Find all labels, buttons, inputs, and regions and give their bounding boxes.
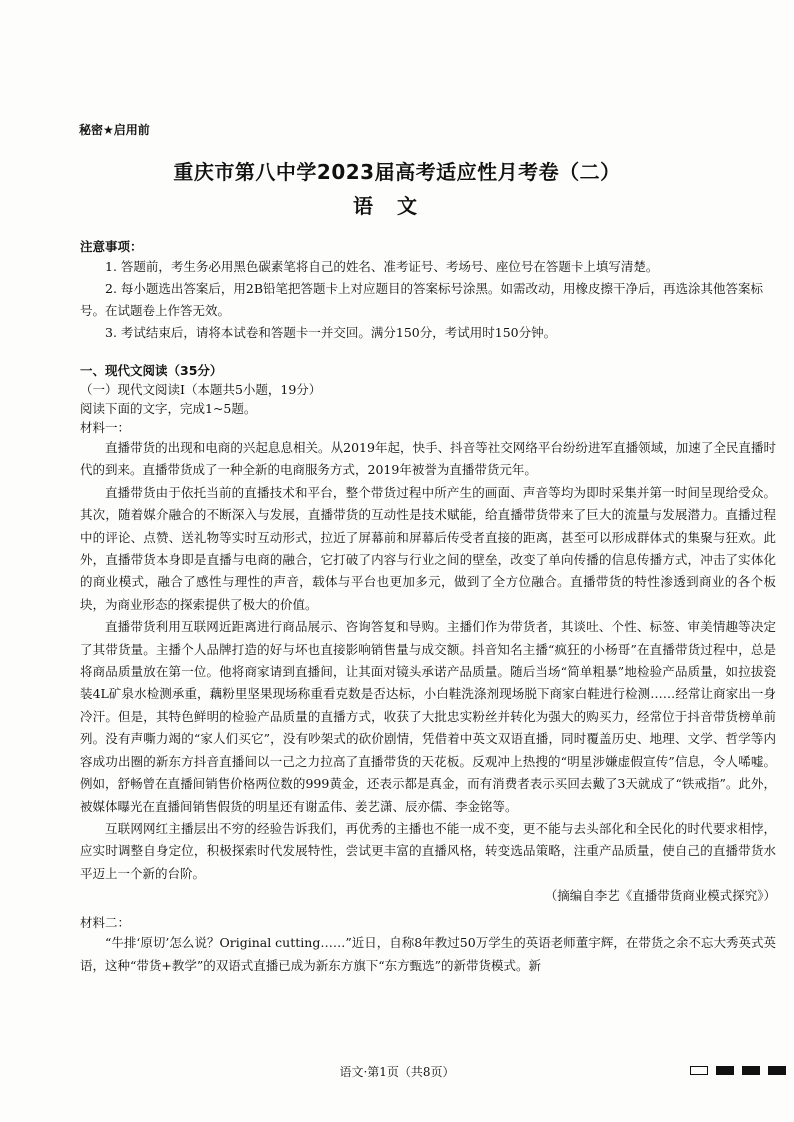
- filled-square-mark: [742, 1066, 760, 1075]
- hollow-square-mark: [690, 1066, 708, 1075]
- material-one-paragraph-1: 直播带货的出现和电商的兴起息息相关。从2019年起，快手、抖音等社交网络平台纷纷进军直播领域，加速了全民直播时代的到来。直播带货成了一种全新的电商服务方式，2019年被誉为直播带货元年。: [80, 440, 776, 478]
- material-one-label: 材料一：: [80, 420, 131, 435]
- material-one-paragraph-4: 互联网网红主播层出不穷的经验告诉我们，再优秀的主播也不能一成不变，更不能与去头部化和全民化的时代要求相悖，应实时调整自身定位，积极探索时代发展特性，尝试更丰富的直播风格，转变选品策略，注重产品质量，使自己的直播带货水平迈上一个新的台阶。: [80, 820, 776, 881]
- notice-heading: 注意事项：: [80, 239, 143, 254]
- notice-item-1: 1. 答题前，考生务必用黑色碳素笔将自己的姓名、准考证号、考场号、座位号在答题卡上填写清楚。: [105, 259, 659, 274]
- material-two-paragraph-1: “牛排‘原切’怎么说？Original cutting……”近日，自称8年教过50万学生的英语老师董宇辉，在带货之余不忘大秀英式英语，这种“带货+教学”的双语式直播已成为新东方旗下“东方甄选”的新带货模式。新: [80, 935, 776, 973]
- reading-instruction: 阅读下面的文字，完成1~5题。: [80, 401, 257, 416]
- content-body: [80, 238, 776, 977]
- footer-marks: [690, 1066, 786, 1075]
- filled-square-mark: [768, 1066, 786, 1075]
- exam-title: 重庆市第八中学2023届高考适应性月考卷（二）: [173, 160, 621, 184]
- filled-square-mark: [716, 1066, 734, 1075]
- notice-item-3: 3. 考试结束后，请将本试卷和答题卡一并交回。满分150分，考试用时150分钟。: [105, 325, 557, 340]
- secret-label: 秘密★启用前: [79, 123, 150, 137]
- material-two-label: 材料二：: [80, 915, 131, 931]
- page-footer: 语文·第1页（共8页）: [339, 1065, 455, 1079]
- material-one-paragraph-2: 直播带货由于依托当前的直播技术和平台，整个带货过程中所产生的画面、声音等均为即时采集并第一时间呈现给受众。其次，随着媒介融合的不断深入与发展，直播带货的互动性是技术赋能，给直播带货带来了巨大的流量与发展潜力。直播过程中的评论、点赞、送礼物等实时互动形式，拉近了屏幕前和屏幕后传受者直接的距离，甚至可以形成群体式的集聚与狂欢。此外，直播带货本身即是直播与电商的融合，它打破了内容与行业之间的壁垒，改变了单向传播的信息传播方式，冲击了实体化的商业模式，融合了感性与理性的声音，载体与平台也更加多元，做到了全方位融合。直播带货的特性渗透到商业的各个板块，为商业形态的探索提供了极大的价值。: [80, 484, 776, 612]
- material-one-source: （摘编自李艺《直播带货商业模式探究》）: [544, 888, 776, 904]
- notice-item-2: 2. 每小题选出答案后，用2B铅笔把答题卡上对应题目的答案标号涂黑。如需改动，用橡皮擦干净后，再选涂其他答案标号。在试题卷上作答无效。: [80, 281, 764, 318]
- section-heading: 一、现代文阅读（35分）: [80, 363, 223, 378]
- sub-section-heading: （一）现代文阅读Ⅰ（本题共5小题，19分）: [80, 382, 322, 397]
- material-one-paragraph-3: 直播带货利用互联网近距离进行商品展示、咨询答复和导购。主播们作为带货者，其谈吐、个性、标签、审美情趣等决定了其带货量。主播个人品牌打造的好与坏也直接影响销售量与成交额。抖音知名主播“疯狂的小杨哥”在直播带货过程中，总是将商品质量放在第一位。他将商家请到直播间，让其面对镜头承诺产品质量。随后当场“简单粗暴”地检验产品质量，如拉拔瓷装4L矿泉水检测承重，藕粉里坚果现场称重看克数是否达标，小白鞋洗涤剂现场脱下商家白鞋进行检测……经常让商家出一身冷汗。但是，其特色鲜明的检验产品质量的直播方式，收获了大批忠实粉丝并转化为强大的购买力，经常位于抖音带货榜单前列。没有声嘶力竭的“家人们买它”，没有吵架式的砍价剧情，凭借着中英文双语直播，同时覆盖历史、地理、文学、哲学等内容成功出圈的新东方抖音直播间以一己之力拉高了直播带货的天花板。反观冲上热搜的“明星涉嫌虚假宣传”信息，令人唏嘘。例如，舒畅曾在直播间销售价格两位数的999黄金，还表示都是真金，而有消费者表示买回去戴了3天就成了“铁戒指”。此外，被媒体曝光在直播间销售假货的明星还有谢孟伟、姜艺潇、辰亦儒、李金铭等。: [80, 619, 776, 814]
- subject-title: 语文: [353, 194, 441, 218]
